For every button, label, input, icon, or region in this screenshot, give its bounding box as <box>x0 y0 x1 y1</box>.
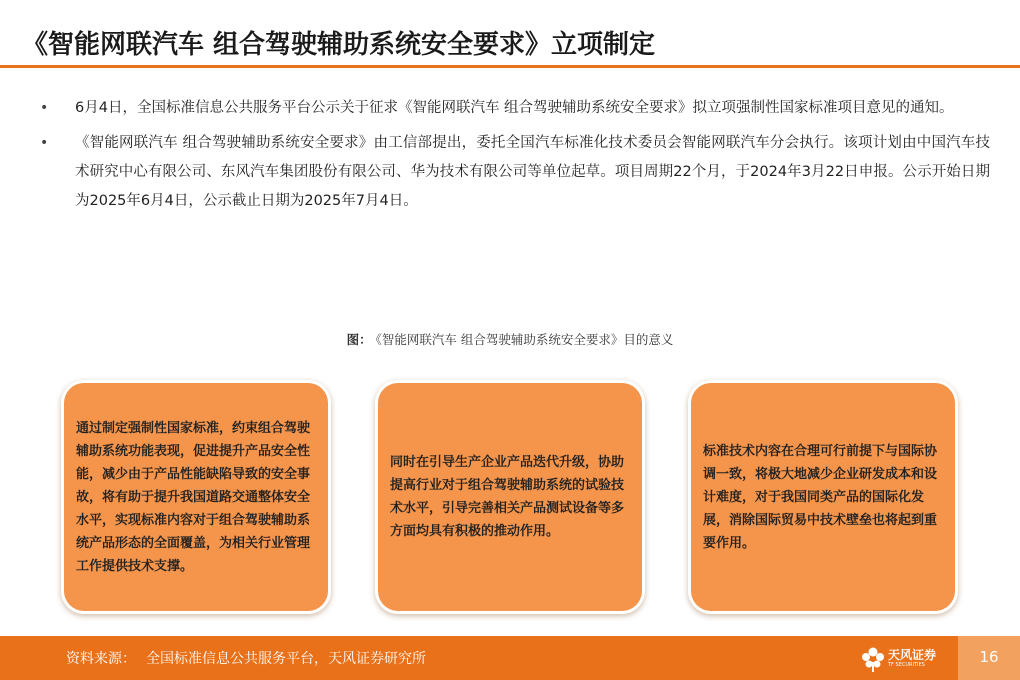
purpose-card-text: 标准技术内容在合理可行前提下与国际协调一致，将极大地减少企业研发成本和设计难度，对于我国同类产品的国际化发展，消除国际贸易中技术壁垒也将起到重要作用。 <box>703 443 938 551</box>
bullet-item <box>40 94 990 123</box>
figure-caption-text: 《智能网联汽车 组合驾驶辅助系统安全要求》目的意义 <box>375 332 674 347</box>
bullet-marker: • <box>40 100 49 116</box>
slide-title: 《智能网联汽车 组合驾驶辅助系统安全要求》立项制定 <box>22 30 656 60</box>
purpose-card-1 <box>64 383 328 611</box>
logo-text-cn: 天风证券 <box>888 648 937 662</box>
source-label: 资料来源： <box>66 651 136 667</box>
flower-logo-icon <box>860 643 886 673</box>
purpose-card-text: 同时在引导生产企业产品迭代升级，协助提高行业对于组合驾驶辅助系统的试验技术水平，引导完善相关产品测试设备等多方面均具有积极的推动作用。 <box>390 455 625 539</box>
figure-caption-label: 图： <box>346 332 372 347</box>
purpose-card-3 <box>691 383 955 611</box>
purpose-card-2 <box>378 383 642 611</box>
bullet-text: 《智能网联汽车 组合驾驶辅助系统安全要求》由工信部提出，委托全国汽车标准化技术委员会智能网联汽车分会执行。该项计划由中国汽车技术研究中心有限公司、东风汽车集团股份有限公司、华为技术有限公司等单位起草。项目周期22个月，于2024年3月22日申报。公示开始日期为2025年6月4日，公示截止日期为2025年7月4日。 <box>75 135 990 209</box>
page-number-box <box>958 636 1020 680</box>
page-number: 16 <box>979 648 999 666</box>
logo-text-en: TF SECURITIES <box>888 662 925 668</box>
bullet-marker: • <box>40 135 49 151</box>
figure-caption <box>0 330 1020 348</box>
title-divider <box>0 65 1020 68</box>
company-logo <box>860 643 942 675</box>
footer-bar <box>0 636 1020 680</box>
bullet-item <box>40 129 990 216</box>
source-note <box>66 648 426 668</box>
bullet-text: 6月4日，全国标准信息公共服务平台公示关于征求《智能网联汽车 组合驾驶辅助系统安全要求》拟立项强制性国家标准项目意见的通知。 <box>75 100 954 116</box>
source-text: 全国标准信息公共服务平台，天风证券研究所 <box>146 651 426 667</box>
purpose-card-text: 通过制定强制性国家标准，约束组合驾驶辅助系统功能表现，促进提升产品安全性能，减少由于产品性能缺陷导致的安全事故，将有助于提升我国道路交通整体安全水平，实现标准内容对于组合驾驶辅助系统产品形态的全面覆盖，为相关行业管理工作提供技术支撑。 <box>76 420 311 574</box>
bullet-list <box>40 94 990 222</box>
